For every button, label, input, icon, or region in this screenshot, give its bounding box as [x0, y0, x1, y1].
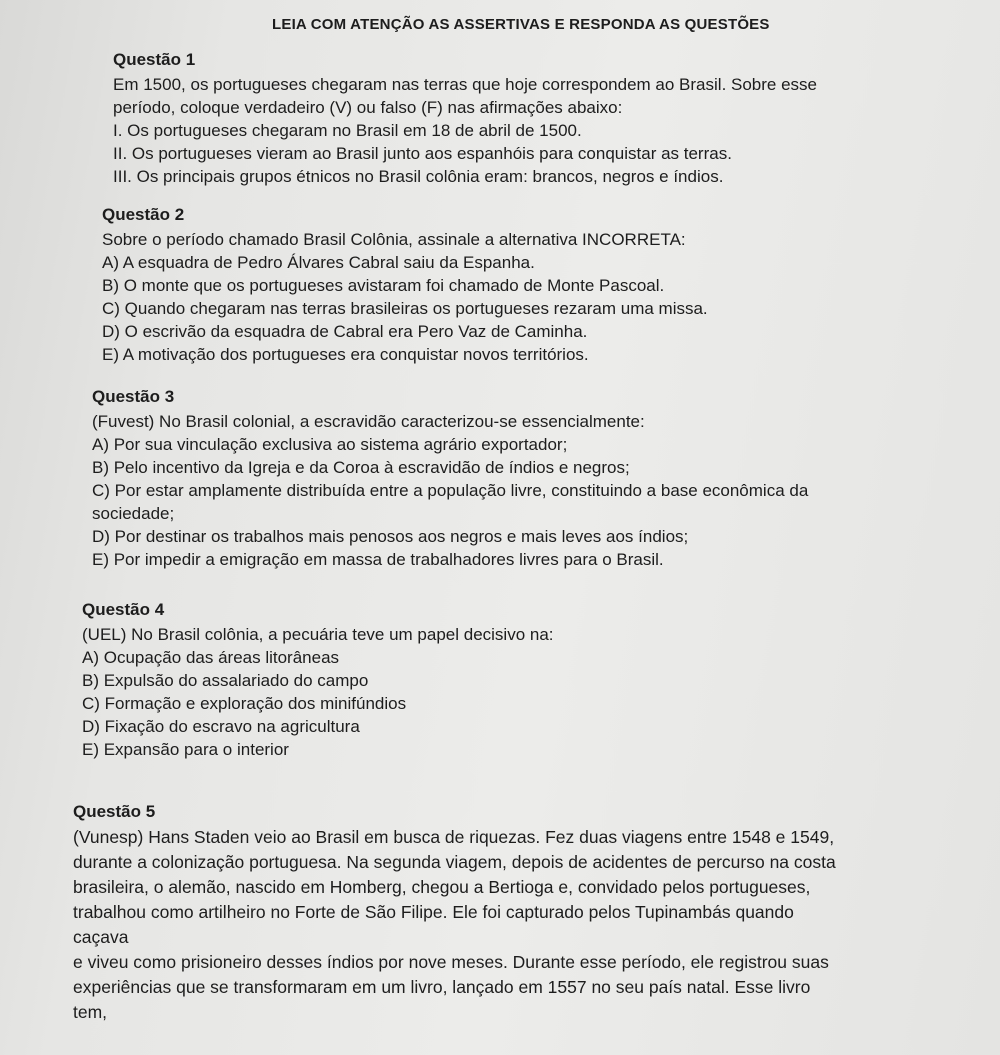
question-3: [92, 386, 992, 571]
question-4: [82, 599, 982, 761]
question-text-line: (Vunesp) Hans Staden veio ao Brasil em busca de riquezas. Fez duas viagens entre 1548 e 1549,: [73, 827, 835, 847]
question-text-line: tem,: [73, 1002, 108, 1022]
option-c-continuation: sociedade;: [92, 504, 175, 523]
question-text-line: e viveu como prisioneiro desses índios por nove meses. Durante esse período, ele registrou suas: [73, 952, 829, 972]
question-title: Questão 5: [73, 802, 156, 821]
statement-i: I. Os portugueses chegaram no Brasil em 18 de abril de 1500.: [113, 121, 582, 140]
question-text-line: (UEL) No Brasil colônia, a pecuária teve um papel decisivo na:: [82, 625, 554, 644]
question-1: [113, 49, 1000, 188]
question-title: Questão 4: [82, 600, 165, 619]
option-b: B) Pelo incentivo da Igreja e da Coroa à escravidão de índios e negros;: [92, 458, 630, 477]
question-text-line: caçava: [73, 927, 129, 947]
option-b: B) O monte que os portugueses avistaram foi chamado de Monte Pascoal.: [102, 276, 665, 295]
question-text-line: (Fuvest) No Brasil colonial, a escravidão caracterizou-se essencialmente:: [92, 412, 645, 431]
option-e: E) Expansão para o interior: [82, 740, 289, 759]
statement-iii: III. Os principais grupos étnicos no Brasil colônia eram: brancos, negros e índios.: [113, 167, 724, 186]
option-d: D) Fixação do escravo na agricultura: [82, 717, 360, 736]
page-header: LEIA COM ATENÇÃO AS ASSERTIVAS E RESPONDA AS QUESTÕES: [272, 16, 770, 33]
question-text-line: trabalhou como artilheiro no Forte de São Filipe. Ele foi capturado pelos Tupinambás quando: [73, 902, 794, 922]
question-text-line: brasileira, o alemão, nascido em Homberg, chegou a Bertioga e, convidado pelos portugueses,: [73, 877, 811, 897]
option-a: A) A esquadra de Pedro Álvares Cabral saiu da Espanha.: [102, 253, 535, 272]
question-text-line: experiências que se transformaram em um livro, lançado em 1557 no seu país natal. Esse livro: [73, 977, 811, 997]
option-d: D) O escrivão da esquadra de Cabral era Pero Vaz de Caminha.: [102, 322, 588, 341]
question-title: Questão 2: [102, 205, 185, 224]
question-text-line: período, coloque verdadeiro (V) ou falso (F) nas afirmações abaixo:: [113, 98, 623, 117]
option-b: B) Expulsão do assalariado do campo: [82, 671, 369, 690]
question-text-line: Sobre o período chamado Brasil Colônia, assinale a alternativa INCORRETA:: [102, 230, 686, 249]
question-text-line: Em 1500, os portugueses chegaram nas terras que hoje correspondem ao Brasil. Sobre esse: [113, 75, 818, 94]
question-2: [102, 204, 1000, 366]
option-c: C) Formação e exploração dos minifúndios: [82, 694, 407, 713]
statement-ii: II. Os portugueses vieram ao Brasil junto aos espanhóis para conquistar as terras.: [113, 144, 732, 163]
question-text-line: durante a colonização portuguesa. Na segunda viagem, depois de acidentes de percurso na costa: [73, 852, 836, 872]
option-a: A) Por sua vinculação exclusiva ao sistema agrário exportador;: [92, 435, 568, 454]
option-c: C) Por estar amplamente distribuída entre a população livre, constituindo a base econômica da: [92, 481, 809, 500]
question-5: [73, 801, 993, 1025]
option-a: A) Ocupação das áreas litorâneas: [82, 648, 340, 667]
option-c: C) Quando chegaram nas terras brasileiras os portugueses rezaram uma missa.: [102, 299, 708, 318]
option-d: D) Por destinar os trabalhos mais penosos aos negros e mais leves aos índios;: [92, 527, 689, 546]
option-e: E) A motivação dos portugueses era conquistar novos territórios.: [102, 345, 589, 364]
option-e: E) Por impedir a emigração em massa de trabalhadores livres para o Brasil.: [92, 550, 664, 569]
question-title: Questão 3: [92, 387, 175, 406]
question-title: Questão 1: [113, 50, 196, 69]
